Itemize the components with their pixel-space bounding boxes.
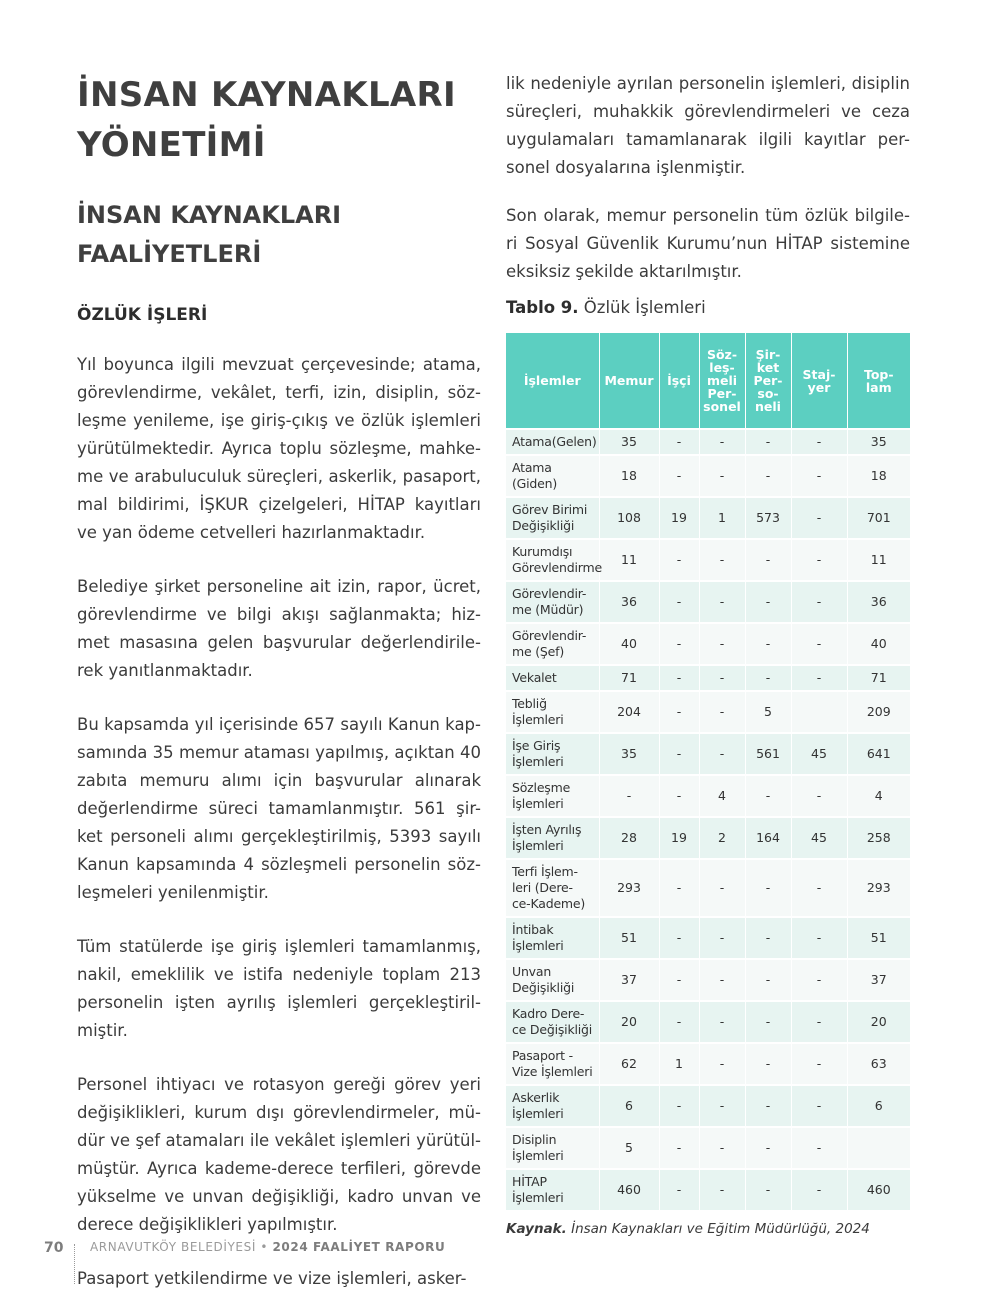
table-cell: - (745, 623, 791, 665)
table-cell: 573 (745, 497, 791, 539)
table-cell: 701 (847, 497, 910, 539)
table-row (506, 1043, 910, 1085)
table-row (506, 623, 910, 665)
table-cell: - (659, 1085, 699, 1127)
table-cell: 45 (791, 733, 847, 775)
table-column-header: Şir- ket Per- so- neli (745, 333, 791, 429)
table-cell: - (745, 539, 791, 581)
table-cell: - (699, 691, 745, 733)
table-row (506, 429, 910, 455)
table-cell: - (699, 623, 745, 665)
table-cell: - (745, 429, 791, 455)
table-cell: 35 (599, 733, 659, 775)
table-row-label: Askerlik İşlemleri (506, 1085, 599, 1127)
table-cell: 35 (847, 429, 910, 455)
table-cell: 62 (599, 1043, 659, 1085)
table-cell: 641 (847, 733, 910, 775)
body-paragraph: Bu kapsamda yıl içerisinde 657 sayılı Kanun kap-samında 35 memur ataması yapılmış, açıktan 40 zabıta memuru alımı için başvurular alınarak değerlendirme süreci tamamlanmıştır. 561 şir-ket personeli alımı gerçekleştirilmiş, 5393 sayılı Kanun kapsamında 4 sözleşmeli personelin söz-leşmeleri yenilenmiştir. (77, 715, 481, 902)
table-row (506, 1085, 910, 1127)
table-row-label: Kurumdışı Görevlendirme (506, 539, 599, 581)
table-row (506, 859, 910, 917)
table-cell: - (659, 859, 699, 917)
table-row-label: Tebliğ İşlemleri (506, 691, 599, 733)
table-row-label: HİTAP İşlemleri (506, 1169, 599, 1210)
table-row (506, 1127, 910, 1169)
body-paragraph: Son olarak, memur personelin tüm özlük bilgile-ri Sosyal Güvenlik Kurumu’nun HİTAP sistemine eksiksiz şekilde aktarılmıştır. (506, 206, 910, 281)
table-column-header: Top- lam (847, 333, 910, 429)
table-cell: - (791, 859, 847, 917)
table-cell: - (791, 1043, 847, 1085)
table-cell: 6 (599, 1085, 659, 1127)
table-cell: - (699, 539, 745, 581)
table-cell: 19 (659, 817, 699, 859)
table-row-label: Sözleşme İşlemleri (506, 775, 599, 817)
table-cell: - (659, 1001, 699, 1043)
table-cell: - (699, 455, 745, 497)
page-footer (44, 1240, 644, 1270)
table-row-label: İşe Giriş İşlemleri (506, 733, 599, 775)
table-cell: 204 (599, 691, 659, 733)
table-row-label: Atama(Gelen) (506, 429, 599, 455)
table-row (506, 817, 910, 859)
table-cell: 5 (599, 1127, 659, 1169)
table-cell: 561 (745, 733, 791, 775)
table-cell: - (699, 1043, 745, 1085)
table-cell: - (699, 859, 745, 917)
footer-report-title: 2024 FAALİYET RAPORU (272, 1240, 446, 1254)
body-paragraph: Yıl boyunca ilgili mevzuat çerçevesinde; atama, görevlendirme, vekâlet, terfi, izin, disiplin, söz-leşme yenileme, işe giriş-çıkış ve özlük işlemleri yürütülmektedir. Ayrıca toplu sözleşme, mahke-me ve arabuluculuk süreçleri, askerlik, pasaport, mal bildirimi, İŞKUR çizelgeleri, HİTAP kayıtları ve yan ödeme cetvelleri hazırlanmaktadır. (77, 355, 481, 542)
body-paragraph: Tüm statülerde işe giriş işlemleri tamamlanmış, nakil, emeklilik ve istifa nedeniyle toplam 213 personelin işten ayrılış işlemleri gerçekleştiril-miştir. (77, 937, 481, 1040)
table-cell: 36 (599, 581, 659, 623)
table-caption (506, 297, 910, 319)
table-cell: 71 (599, 665, 659, 691)
table-row-label: Atama (Giden) (506, 455, 599, 497)
table-cell: 71 (847, 665, 910, 691)
table-cell: 19 (659, 497, 699, 539)
table-row (506, 959, 910, 1001)
table-cell: - (699, 1127, 745, 1169)
table-cell: - (659, 623, 699, 665)
table-row (506, 917, 910, 959)
table-cell: - (599, 775, 659, 817)
body-paragraph: Belediye şirket personeline ait izin, rapor, ücret, görevlendirme ve bilgi akışı sağlanmakta; hiz-met masasına gelen başvurular değerlendirile-rek yanıtlanmaktadır. (77, 577, 481, 680)
table-cell: - (791, 455, 847, 497)
personnel-operations-table (506, 333, 910, 1210)
table-caption-label: Tablo 9. (506, 298, 579, 317)
page-subtitle-line-1: İNSAN KAYNAKLARI (77, 201, 342, 229)
table-row-label: İşten Ayrılış İşlemleri (506, 817, 599, 859)
footer-publisher: ARNAVUTKÖY BELEDİYESİ (90, 1240, 256, 1254)
table-cell: 45 (791, 817, 847, 859)
table-caption-text: Özlük İşlemleri (578, 298, 706, 317)
table-cell: - (659, 455, 699, 497)
page-title (77, 70, 481, 170)
table-cell: 18 (847, 455, 910, 497)
table-column-header: İşlemler (506, 333, 599, 429)
table-column-header: Söz- leş- meli Per- sonel (699, 333, 745, 429)
table-cell: 6 (847, 1085, 910, 1127)
table-cell: - (745, 917, 791, 959)
footer-publication (90, 1240, 445, 1254)
table-cell: - (659, 917, 699, 959)
table-row-label: Görev Birimi Değişikliği (506, 497, 599, 539)
table-cell: 460 (599, 1169, 659, 1210)
table-cell: 4 (847, 775, 910, 817)
page-subtitle (77, 196, 481, 274)
table-cell: - (745, 1043, 791, 1085)
table-cell: 164 (745, 817, 791, 859)
table-cell: 11 (847, 539, 910, 581)
table-row (506, 581, 910, 623)
table-cell: - (699, 959, 745, 1001)
table-cell: - (791, 917, 847, 959)
table-cell: - (659, 691, 699, 733)
page-subtitle-line-2: FAALİYETLERİ (77, 240, 262, 268)
table-cell: 63 (847, 1043, 910, 1085)
table-cell: - (791, 497, 847, 539)
body-paragraph: Pasaport yetkilendirme ve vize işlemleri, asker- (77, 1269, 467, 1288)
table-cell: - (745, 581, 791, 623)
page-title-line-1: İNSAN KAYNAKLARI (77, 75, 456, 115)
table-cell: 258 (847, 817, 910, 859)
table-cell (791, 691, 847, 733)
right-column (506, 70, 910, 1238)
table-cell: 108 (599, 497, 659, 539)
table-row (506, 539, 910, 581)
table-column-header: İşçi (659, 333, 699, 429)
table-cell: 37 (847, 959, 910, 1001)
table-cell: - (745, 1001, 791, 1043)
table-cell: - (791, 1001, 847, 1043)
table-cell: - (699, 1085, 745, 1127)
table-cell: - (659, 665, 699, 691)
left-column (77, 70, 481, 1293)
table-row (506, 497, 910, 539)
table-row-label: Pasaport - Vize İşlemleri (506, 1043, 599, 1085)
table-cell: - (699, 917, 745, 959)
table-cell: - (699, 733, 745, 775)
table-cell: - (791, 1169, 847, 1210)
table-cell: 1 (659, 1043, 699, 1085)
table-cell: 11 (599, 539, 659, 581)
page-number: 70 (44, 1240, 64, 1256)
table-cell: - (699, 429, 745, 455)
table-row-label: Görevlendir- me (Müdür) (506, 581, 599, 623)
table-cell: - (745, 1169, 791, 1210)
section-title: ÖZLÜK İŞLERİ (77, 305, 208, 325)
table-row-label: Vekalet (506, 665, 599, 691)
footer-separator: • (255, 1240, 273, 1254)
table-cell: - (699, 665, 745, 691)
table-cell: 40 (847, 623, 910, 665)
table-cell: - (745, 1085, 791, 1127)
table-cell: - (659, 1169, 699, 1210)
table-cell: 36 (847, 581, 910, 623)
table-cell: - (745, 1127, 791, 1169)
table-cell: - (659, 1127, 699, 1169)
table-cell: - (699, 581, 745, 623)
table-cell: - (791, 623, 847, 665)
table-cell: - (791, 665, 847, 691)
table-row-label: Kadro Dere- ce Değişikliği (506, 1001, 599, 1043)
table-row-label: İntibak İşlemleri (506, 917, 599, 959)
table-cell: 4 (699, 775, 745, 817)
table-cell: - (659, 775, 699, 817)
table-row-label: Görevlendir- me (Şef) (506, 623, 599, 665)
table-header-row (506, 333, 910, 429)
table-cell: - (791, 429, 847, 455)
page-title-line-2: YÖNETİMİ (77, 125, 266, 165)
table-cell: 51 (847, 917, 910, 959)
body-paragraph: Personel ihtiyacı ve rotasyon gereği görev yeri değişiklikleri, kurum dışı görevlendirmeler, mü-dür ve şef atamaları ile vekâlet işlemleri yürütül-müştür. Ayrıca kademe-derece terfileri, görevde yükselme ve unvan değişikliği, kadro unvan ve derece değişiklikleri yapılmıştır. (77, 1075, 481, 1234)
table-cell: - (745, 959, 791, 1001)
table-source (506, 1220, 910, 1238)
table-row (506, 775, 910, 817)
table-cell: - (745, 455, 791, 497)
table-cell: 40 (599, 623, 659, 665)
table-cell: - (791, 1127, 847, 1169)
table-cell: 20 (599, 1001, 659, 1043)
table-cell: - (791, 539, 847, 581)
table-cell: 18 (599, 455, 659, 497)
table-cell: 20 (847, 1001, 910, 1043)
table-column-header: Memur (599, 333, 659, 429)
table-cell: - (659, 959, 699, 1001)
table-cell: - (699, 1001, 745, 1043)
table-cell: 293 (847, 859, 910, 917)
table-cell: 5 (745, 691, 791, 733)
table-cell: - (791, 775, 847, 817)
table-cell: 28 (599, 817, 659, 859)
table-row (506, 455, 910, 497)
table-cell: - (659, 539, 699, 581)
table-row (506, 691, 910, 733)
table-cell: - (791, 959, 847, 1001)
table-row-label: Disiplin İşlemleri (506, 1127, 599, 1169)
table-cell: 2 (699, 817, 745, 859)
table-cell: - (659, 581, 699, 623)
table-row-label: Unvan Değişikliği (506, 959, 599, 1001)
footer-divider (74, 1244, 81, 1284)
table-cell: - (659, 733, 699, 775)
table-cell: 51 (599, 917, 659, 959)
table-cell: - (791, 581, 847, 623)
table-cell: - (699, 1169, 745, 1210)
table-cell: 293 (599, 859, 659, 917)
table-column-header: Staj- yer (791, 333, 847, 429)
table-cell: 37 (599, 959, 659, 1001)
table-cell: 460 (847, 1169, 910, 1210)
table-cell: - (745, 859, 791, 917)
table-row (506, 665, 910, 691)
table-row-label: Terfi İşlem- leri (Dere- ce-Kademe) (506, 859, 599, 917)
table-source-text: İnsan Kaynakları ve Eğitim Müdürlüğü, 2024 (566, 1221, 870, 1237)
table-row (506, 1169, 910, 1210)
table-cell: - (745, 775, 791, 817)
table-cell: - (791, 1085, 847, 1127)
table-row (506, 1001, 910, 1043)
body-paragraph: lik nedeniyle ayrılan personelin işlemleri, disiplin süreçleri, muhakkik görevlendirmeleri ve ceza uygulamaları tamamlanarak ilgili kayıtlar per-sonel dosyalarına işlenmiştir. (506, 74, 910, 177)
table-cell (847, 1127, 910, 1169)
table-source-label: Kaynak. (506, 1221, 567, 1237)
table-cell: - (659, 429, 699, 455)
table-row (506, 733, 910, 775)
table-cell: - (745, 665, 791, 691)
table-cell: 209 (847, 691, 910, 733)
table-cell: 1 (699, 497, 745, 539)
table-body (506, 429, 910, 1210)
table-cell: 35 (599, 429, 659, 455)
